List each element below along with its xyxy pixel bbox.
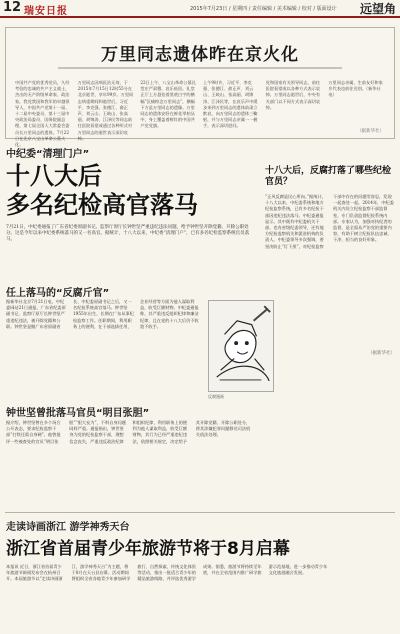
section-divider (5, 512, 395, 513)
top-story-column: 中国共产党的优秀党员，久经考验的忠诚的共产主义战士，杰出的无产阶级革命家、政治家，我党我国和我军的卓越领导人，中国共产党第十一届、十二届中央委员，第十三届中央政治局委员、国务院副总理，第七届全国人大常委会委员长万里同志的遗体，7月22日在北京八宝山革命公墓火化。 (15, 80, 70, 148)
side-story-title: 十八大后，反腐打落了哪些纪检官员？ (265, 166, 392, 187)
top-story-box (5, 27, 395, 148)
lead-story-body-1: 据新华社北京7月21日电，中纪委网站21日通报，广东省纪委原副书记、监察厅原厅长钟世坚严重违纪违法，被开除党籍和公职。钟世坚是继广东省原副省长、中纪委原副书记之后，又一名纪检系统高官落马。钟世坚1955年出生，长期在广东从事纪检监察工作。任职期间，利用职务上的便利，在干部选拔任用、企业经营等方面为他人谋取利益，收受巨额财物。中纪委通报称，其严重违反组织纪律和廉洁纪律，且在党的十八大后仍不收敛不收手。 (6, 299, 199, 329)
lead-story-body-2: 据介绍，钟世坚曾在多个场合公开表态，要求纪检监察干部“打铁还需自身硬”。他曾批评一些被查处的官员“明目张胆”“胆大妄为”，不料自身问题同样严重。通报指出，钟世坚身为党的纪检监察干部，理想信念丧失，严重违反政治纪律和组织纪律，利用职务上的便利为他人谋取利益，收受巨额财物，其行为已经严重违纪违法，依照相关规定，决定给予其开除党籍、开除公职处分，将其涉嫌犯罪问题移送司法机关依法处理。 (6, 420, 251, 444)
section-name: 远望角 (359, 2, 396, 16)
bottom-story-kicker: 走读诗画浙江 游学神秀天台 (6, 522, 130, 533)
top-story-source: （据新华社） (357, 129, 384, 134)
top-story-column: 万里同志因病医治无效，于2015年7月15日12时55分在北京逝世，享年99岁。万里同志病重期间和逝世后，习近平、李克强、张德江、俞正声、刘云山、王岐山、张高丽、胡锦涛、江泽民等同志前往医院看望或通过各种形式对万里同志的逝世表示深切哀悼。 (77, 80, 134, 141)
cartoon-illustration (209, 301, 273, 391)
lead-story-kicker: 中纪委“清理门户” (6, 149, 90, 160)
newspaper-name: 瑞安日报 (24, 6, 68, 17)
lead-story-subhead-1: 任上落马的“反腐斤官” (6, 288, 110, 299)
bottom-story-title: 浙江省首届青少年旅游节将于8月启幕 (6, 539, 290, 559)
anti-corruption-cartoon (208, 300, 274, 392)
side-story (265, 166, 395, 356)
lead-story-subhead-2: 钟世坚曾批落马官员“明目张胆” (6, 408, 150, 419)
page-number: 12 (3, 0, 22, 15)
lead-story-headline (6, 145, 256, 243)
lead-story-lead: 7月21日，中纪委通报了广东省纪委原副书记、监察厅原厅长钟世坚严重违纪违法问题，给予钟世坚开除党籍、开除公职处分。这是今年以来中纪委系统落马的又一名高官。据统计，十八大以来，中纪委“清理门户”，已有多名纪检监察系统官员落马。 (6, 225, 250, 242)
top-story-column: 上午9时许，习近平、李克强、张德江、俞正声、刘云山、王岐山、张高丽、胡锦涛、江泽民等，在哀乐声中缓步来到万里同志的遗体前肃立默哀，向万里同志的遗体三鞠躬，并与万里同志亲属一一握手，表示深切慰问。 (203, 80, 258, 129)
cartoon-caption: 反腐漫画 (208, 394, 224, 399)
top-story-column: 22日上午，八宝山革命公墓礼堂庄严肃穆，哀乐低回。礼堂正厅上方悬挂着黑底白字的横幅“沉痛悼念万里同志”，横幅下方是万里同志的遗像。万里同志的遗体安卧在鲜花翠柏丛中，身上覆盖着鲜红的中国共产党党旗。 (140, 80, 196, 129)
top-story-title: 万里同志遗体昨在京火化 (101, 45, 299, 65)
top-story-title-rule (58, 67, 342, 69)
top-story-column: 党和国家有关领导同志，前往医院看望或以各种方式表示哀悼。万里同志逝世后，中央有关部门以不同方式表示深切哀悼。 (265, 80, 321, 110)
bottom-story-body: 本报讯 近日，浙江省首届青少年旅游节新闻发布会在杭州召开。本届旅游节以“走读诗画浙江，游学神秀天台”为主题，将于8月在天台县启幕。活动期间将组织全省各地青少年参加研学旅行、自然探索、传统文化体验等活动，推出一批适合青少年的精品旅游线路，并评选优秀游学成果。据悉，旅游节将持续至年底，并在全省范围内推广研学旅游示范基地，进一步推动青少年文化旅游融合发展。 (6, 564, 328, 582)
masthead (0, 0, 400, 18)
lead-story-title-line-2: 多名纪检高官落马 (6, 190, 198, 219)
top-story-columns (15, 80, 385, 148)
side-story-body: “正风反腐是民心所向。”据统计，十八大以来，中纪委系统和地方纪检监察系统，已有多名纪检干部因违纪违法落马。中纪委通报显示，其中既有中纪委机关干部，也有省级纪委领导，还有地方纪检监察机关和派驻机构的负责人。中纪委领导多次强调，要坚决防止“灯下黑”，对纪检监察干部中存在的问题零容忍，发现一起查处一起。2014年，中纪委机关内设立纪检监察干部监督室，专门负责监督纪检系统内部。专家认为，加强对执纪者的监督，是全面从严治党的重要内容，有助于树立纪检队伍忠诚、干净、担当的良好形象。 (265, 194, 394, 249)
issue-info: 2015年7月23日 / 星期四 / 责任编辑 / 美术编辑 / 校对 / 版面设计 (190, 6, 337, 12)
top-story-column: 万里同志亲属，生前友好和家乡代表也前往送别。（新华社电） (328, 80, 383, 98)
lead-story-title-line-1: 十八大后 (6, 161, 102, 190)
side-story-source: （据新华社） (368, 351, 395, 356)
